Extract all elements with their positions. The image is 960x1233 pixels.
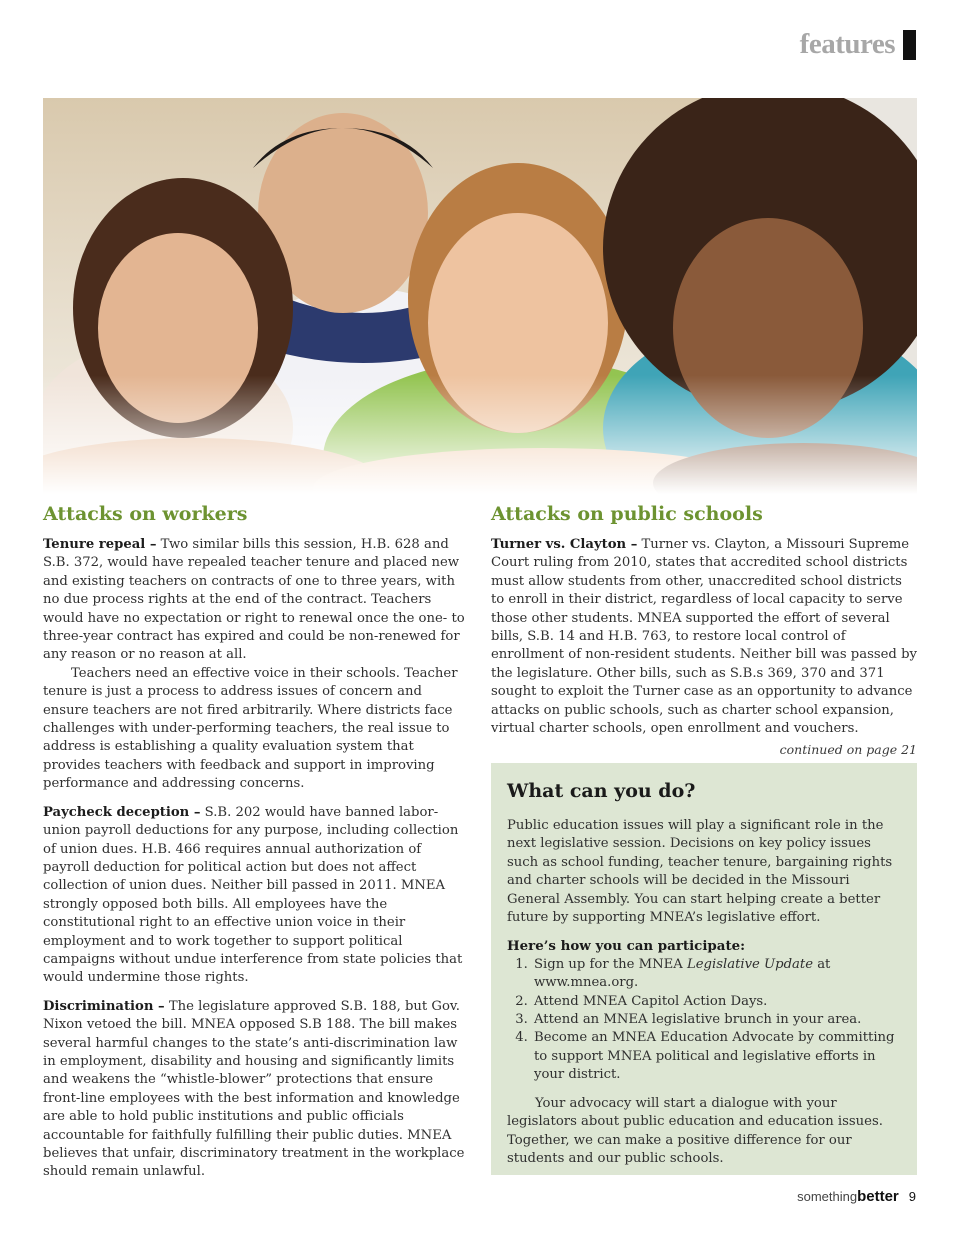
participation-list [507, 956, 901, 1085]
section-tag [800, 28, 916, 61]
text-paycheck-deception: S.B. 202 would have banned labor-union payroll deductions for any purpose, including collection of union dues. H.B. 466 requires annual authorization of payroll deduction for political action but does not affect collection of union dues. Neither bill passed in 2011. MNEA strongly opposed both bills. All employees have the constitutional right to an effective union voice in their employment and to work together to support political campaigns without undue interference from state policies that would undermine those rights. [43, 804, 463, 986]
list-item: 2. Attend MNEA Capitol Action Days. [532, 993, 901, 1011]
paragraph-paycheck-deception [43, 804, 465, 988]
heading-attacks-on-public-schools: Attacks on public schools [491, 503, 763, 525]
brand-light: something [797, 1189, 858, 1204]
callout-closing: Your advocacy will start a dialogue with your legislators about public education and education issues. Together, we can make a positive difference for our students and our public schools. [507, 1095, 883, 1166]
list-item: 4. Become an MNEA Education Advocate by committing to support MNEA political and legislative efforts in your district. [532, 1029, 901, 1084]
text-tenure-repeal: Two similar bills this session, H.B. 628 and S.B. 372, would have repealed teacher tenure and placed new and existing teachers on contracts of one to three years, with no due process rights at the end of the contract. Teachers would have no expectation or right to renewal once the one- to three-year contract has expired and could be non-renewed for any reason or no reason at all. [43, 537, 465, 663]
text-discrimination: The legislature approved S.B. 188, but Gov. Nixon vetoed the bill. MNEA opposed S.B 188. The bill makes several harmful changes to the state’s anti-discrimination law in employment, disability and housing and significantly limits and weakens the “whistle-blower” protections that ensure front-line employees with the best information and knowledge are able to hold public institutions and public officials accountable for faithfully fulfilling their public duties. MNEA believes that unfair, discriminatory treatment in the workplace should remain unlawful. [43, 998, 465, 1180]
text-turner-vs-clayton: Turner vs. Clayton, a Missouri Supreme Court ruling from 2010, states that accredited school districts must allow students from other, unaccredited school districts to enroll in their district, regardless of local capacity to serve those other students. MNEA supported the effort of several bills, S.B. 14 and H.B. 763, to restore local control of enrollment of non-resident students. Neither bill was passed by the legislature. Other bills, such as S.B.s 369, 370 and 371 sought to exploit the Turner case as an opportunity to advance attacks on public schools, such as charter school expansion, virtual charter schools, open enrollment and vouchers. [491, 537, 917, 737]
callout-subhead: Here’s how you can participate: [507, 938, 746, 955]
item1-pre: Sign up for the MNEA [534, 956, 687, 972]
callout-title: What can you do? [507, 780, 696, 802]
page-footer [797, 1188, 916, 1206]
magazine-brand [797, 1188, 899, 1206]
item1-post: at www.mnea.org. [534, 956, 831, 991]
paragraph-teacher-voice: Teachers need an effective voice in their schools. Teacher tenure is just a process to address issues of concern and ensure teachers are not fired arbitrarily. Where districts face challenges with under-performing teachers, the real issue to address is establishing a quality evaluation system that provides teachers with feedback and support in improving performance and addressing concerns. [43, 665, 458, 792]
what-can-you-do-box [491, 763, 917, 1175]
children-photo-illustration [43, 98, 917, 494]
list-item [532, 956, 901, 993]
lead-paycheck-deception: Paycheck deception – [43, 804, 201, 820]
children-photo [43, 98, 917, 494]
page-number: 9 [908, 1189, 916, 1204]
heading-attacks-on-workers: Attacks on workers [43, 503, 248, 525]
lead-tenure-repeal: Tenure repeal – [43, 537, 157, 552]
section-tag-bar [903, 30, 916, 60]
column-attacks-on-workers [43, 500, 465, 1182]
section-tag-label: features [799, 28, 895, 60]
lead-discrimination: Discrimination – [43, 998, 165, 1014]
item1-emphasis: Legislative Update [687, 956, 813, 972]
brand-bold: better [857, 1188, 899, 1205]
column-attacks-on-public-schools [491, 500, 917, 757]
paragraph-tenure-repeal [43, 536, 465, 665]
list-item: 3. Attend an MNEA legislative brunch in your area. [532, 1011, 901, 1029]
lead-turner-vs-clayton: Turner vs. Clayton – [491, 537, 638, 552]
paragraph-discrimination [43, 998, 465, 1182]
callout-intro: Public education issues will play a significant role in the next legislative session. Decisions on key policy issues such as school funding, teacher tenure, bargaining rights and charter schools will be decided in the Missouri General Assembly. You can start helping create a better future by supporting MNEA’s legislative effort. [507, 818, 893, 926]
continued-on-page-link[interactable]: continued on page 21 [779, 742, 917, 758]
paragraph-turner-vs-clayton [491, 536, 917, 738]
